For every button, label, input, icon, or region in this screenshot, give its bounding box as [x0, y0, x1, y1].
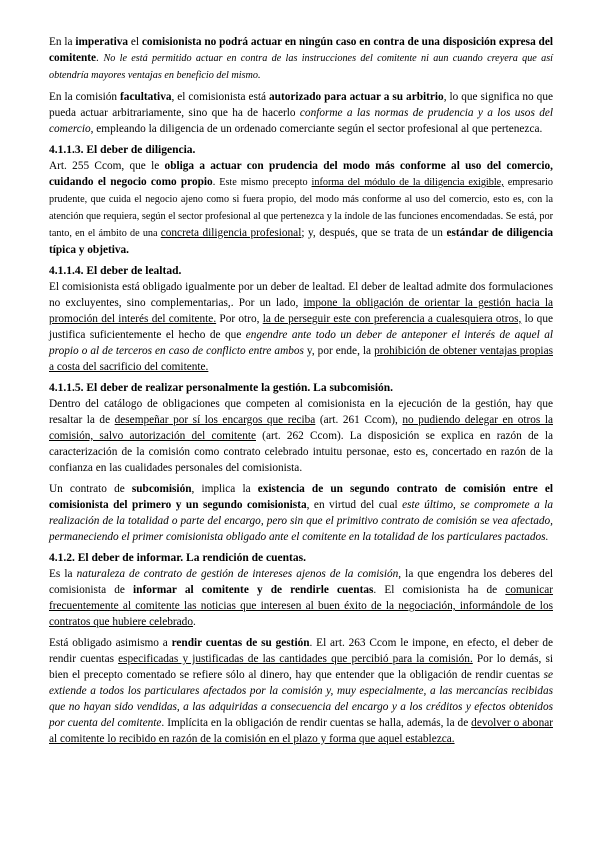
paragraph-facultativa: En la comisión facultativa, el comisionista está autorizado para actuar a su arbitrio, lo que significa no que pueda actuar arbitrariamente, sino que ha de hacerlo conforme a las normas de prudencia y a los usos del comercio, empleando la diligencia de un ordenado comerciante según el sector profesional al que pertenezca. [49, 91, 554, 135]
paragraph-informar: Es la naturaleza de contrato de gestión de intereses ajenos de la comisión, la que engendra los deberes del comisionista de informar al comitente y de rendirle cuentas. El comisionista ha de comunicar frecuentemente al comitente las noticias que interesen al buen éxito de la negociación, informándole de los contratos que hubiere celebrado. [49, 568, 554, 628]
paragraph-rendir-cuentas: Está obligado asimismo a rendir cuentas de su gestión. El art. 263 Ccom le impone, en efecto, el deber de rendir cuentas especificadas y justificadas de las cantidades que percibió para la comisión. Por lo demás, si bien el precepto comentado se refiere sólo al dinero, hay que entender que la obligación de rendir cuentas se extiende a todos los particulares afectados por la comisión y, muy especialmente, a las mercancías recibidas que no hayan sido vendidas, a las adquiridas a consecuencia del encargo y a los créditos y efectos obtenidos por cuenta del comitente. Implícita en la obligación de rendir cuentas se halla, además, la de devolver o abonar al comitente lo recibido en razón de la comisión en el plazo y forma que aquel establezca. [49, 637, 553, 745]
paragraph-lealtad: El comisionista está obligado igualmente por un deber de lealtad. El deber de lealtad admite dos formulaciones no excluyentes, sino complementarias,. Por un lado, impone la obligación de orientar la gestión hacia la promoción del interés del comitente. Por otro, la de perseguir este con preferencia a cualesquiera otros, lo que justifica suficientemente el hecho de que engendre ante todo un deber de anteponer el interés de aquel al propio o al de terceros en caso de conflicto entre ambos y, por ende, la prohibición de obtener ventajas propias a costa del sacrificio del comitente. [49, 281, 554, 373]
paragraph-imperativa: En la imperativa el comisionista no podrá actuar en ningún caso en contra de una disposición expresa del comitente. No le está permitido actuar en contra de las instrucciones del comitente ni aun cuando creyera que así obtendría mayores ventajas en beneficio del mismo. [49, 36, 553, 81]
paragraph-gestion-personal: Dentro del catálogo de obligaciones que competen al comisionista en la ejecución de la gestión, hay que resaltar la de desempeñar por sí los encargos que reciba (art. 261 Ccom), no pudiendo delegar en otros la comisión, salvo autorización del comitente (art. 262 Ccom). La disposición se explica en razón de la caracterización de la comisión como contrato celebrado intuitu personae, esto es, concertado en razón de la confianza en las cualidades personales del comisionista. [49, 398, 553, 474]
heading-subcomision: 4.1.1.5. El deber de realizar personalmente la gestión. La subcomisión. [49, 382, 394, 394]
heading-deber-lealtad: 4.1.1.4. El deber de lealtad. [49, 265, 182, 277]
paragraph-diligencia: Art. 255 Ccom, que le obliga a actuar con prudencia del modo más conforme al uso del comercio, cuidando el negocio como propio. Este mismo precepto informa del módulo de la diligencia exigible, empresario prudente, que cuida el negocio ajeno como si fuera propio, del modo más conforme al uso del comercio, esto es, con la atención que requiera, según el sector profesional al que pertenezca y la índole de las funciones encomendadas. Se está, por tanto, en el ámbito de una concreta diligencia profesional; y, después, que se trata de un estándar de diligencia típica y objetiva. [49, 160, 553, 256]
heading-deber-informar: 4.1.2. El deber de informar. La rendición de cuentas. [49, 552, 306, 564]
document-page [49, 34, 553, 752]
heading-deber-diligencia: 4.1.1.3. El deber de diligencia. [49, 144, 196, 156]
paragraph-subcomision: Un contrato de subcomisión, implica la existencia de un segundo contrato de comisión entre el comisionista del primero y un segundo comisionista, en virtud del cual este último, se compromete a la realización de la totalidad o parte del encargo, pero sin que el primitivo contrato de comisión se vea afectado, permaneciendo el primer comisionista obligado ante el comitente en la totalidad de los particulares pactados. [49, 483, 553, 543]
